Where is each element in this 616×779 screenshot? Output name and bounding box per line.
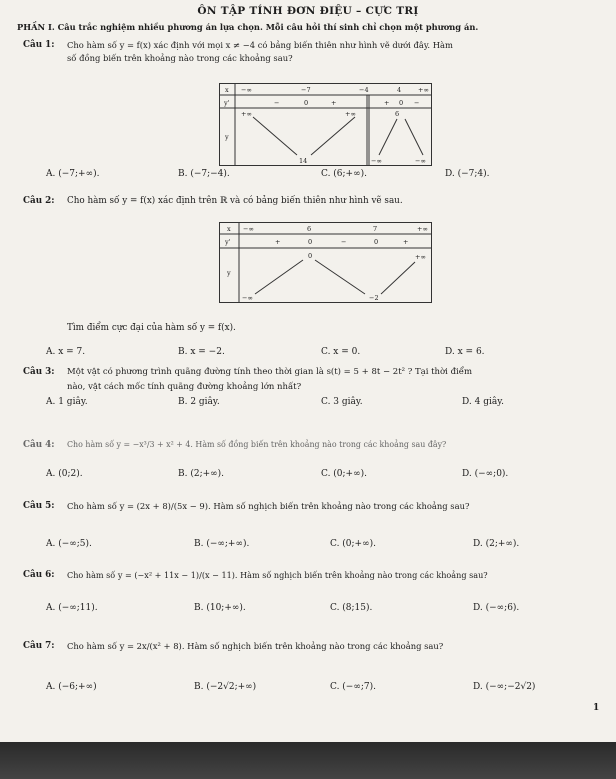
q1-yprime-label: y'	[224, 99, 230, 107]
q2-zero: 0	[374, 238, 379, 246]
q1-text: Cho hàm số y = f(x) xác định với mọi x ≠ −4 có bảng biến thiên như hình vẽ dưới đây. Hàm	[67, 40, 453, 50]
q7-option-b[interactable]: B. (−2√2;+∞)	[194, 682, 257, 692]
q1-x-tick: +∞	[418, 86, 429, 94]
q4-option-d[interactable]: D. (−∞;0).	[462, 469, 509, 479]
q2-yprime-label: y'	[225, 238, 231, 246]
q5-option-c[interactable]: C. (0;+∞).	[330, 539, 376, 549]
page-title: ÔN TẬP TÍNH ĐƠN ĐIỆU – CỰC TRỊ	[197, 5, 419, 17]
q2-y-value: −∞	[242, 294, 253, 302]
q1-arrow	[405, 119, 423, 155]
q2-text: Cho hàm số y = f(x) xác định trên ℝ và có bảng biến thiên như hình vẽ sau.	[67, 196, 403, 206]
q7-option-a[interactable]: A. (−6;+∞)	[46, 682, 97, 692]
q7-option-c[interactable]: C. (−∞;7).	[330, 682, 376, 692]
q7-option-d[interactable]: D. (−∞;−2√2)	[473, 682, 536, 692]
q2-arrow	[315, 260, 365, 294]
q1-option-d[interactable]: D. (−7;4).	[445, 169, 490, 179]
q7-text: Cho hàm số y = 2x/(x² + 8). Hàm số nghịch biến trên khoảng nào trong các khoảng sau?	[67, 641, 444, 651]
q3-option-b[interactable]: B. 2 giây.	[178, 397, 220, 407]
q4-text: Cho hàm số y = −x³/3 + x² + 4. Hàm số đồng biến trên khoảng nào trong các khoảng sau đây?	[67, 440, 447, 449]
q3-label: Câu 3:	[23, 367, 55, 377]
q2-question: Tìm điểm cực đại của hàm số y = f(x).	[67, 323, 236, 333]
q4-option-a[interactable]: A. (0;2).	[46, 469, 83, 479]
q2-variation-table	[219, 222, 433, 304]
part-heading: PHẦN I. Câu trắc nghiệm nhiều phương án lựa chọn. Mỗi câu hỏi thí sinh chỉ chọn một phương án.	[17, 22, 479, 32]
q5-option-a[interactable]: A. (−∞;5).	[46, 539, 92, 549]
q2-y-value: +∞	[415, 253, 426, 261]
q2-option-c[interactable]: C. x = 0.	[321, 347, 361, 357]
q1-y-value: 14	[299, 157, 308, 165]
q2-option-a[interactable]: A. x = 7.	[46, 347, 86, 357]
q1-zero: 0	[304, 99, 309, 107]
q1-x-tick: −∞	[241, 86, 252, 94]
q5-text: Cho hàm số y = (2x + 8)/(5x − 9). Hàm số nghịch biến trên khoảng nào trong các khoảng sau?	[67, 501, 470, 511]
q1-y-value: −∞	[415, 157, 426, 165]
q5-option-d[interactable]: D. (2;+∞).	[473, 539, 520, 549]
q2-y-value: −2	[369, 294, 379, 302]
q2-x-tick: 6	[307, 225, 312, 233]
q3-text: Một vật có phương trình quãng đường tính theo thời gian là s(t) = 5 + 8t − 2t² ? Tại thời điểm	[67, 367, 473, 377]
q1-arrow	[253, 117, 297, 155]
page-number: 1	[593, 703, 600, 713]
q1-label: Câu 1:	[23, 40, 55, 50]
q1-arrow	[311, 117, 355, 155]
q1-y-value: +∞	[241, 110, 252, 118]
q2-arrow	[255, 260, 303, 294]
q1-arrow	[379, 119, 397, 155]
q7-label: Câu 7:	[23, 641, 55, 651]
q2-x-tick: +∞	[417, 225, 428, 233]
q6-label: Câu 6:	[23, 570, 55, 580]
q6-option-b[interactable]: B. (10;+∞).	[194, 603, 246, 613]
q1-sign: −	[274, 99, 280, 107]
q1-sign: +	[384, 99, 390, 107]
q2-x-tick: 7	[373, 225, 378, 233]
q2-arrow	[381, 262, 415, 294]
q1-x-label: x	[225, 86, 229, 94]
q1-option-c[interactable]: C. (6;+∞).	[321, 169, 367, 179]
q5-option-b[interactable]: B. (−∞;+∞).	[194, 539, 250, 549]
q1-text-2: số đồng biến trên khoảng nào trong các khoảng sau?	[67, 53, 293, 63]
q2-sign: +	[403, 238, 409, 246]
q4-option-b[interactable]: B. (2;+∞).	[178, 469, 225, 479]
q3-option-d[interactable]: D. 4 giây.	[462, 397, 504, 407]
q1-y-value: +∞	[345, 110, 356, 118]
q3-option-c[interactable]: C. 3 giây.	[321, 397, 363, 407]
q2-sign: −	[341, 238, 347, 246]
q6-option-d[interactable]: D. (−∞;6).	[473, 603, 520, 613]
q1-y-value: −∞	[371, 157, 382, 165]
q1-option-a[interactable]: A. (−7;+∞).	[46, 169, 100, 179]
q1-y-value: 6	[395, 110, 400, 118]
q2-option-d[interactable]: D. x = 6.	[445, 347, 485, 357]
q2-x-tick: −∞	[243, 225, 254, 233]
q2-x-label: x	[227, 225, 231, 233]
q1-zero: 0	[399, 99, 404, 107]
q1-y-label: y	[225, 133, 229, 141]
q1-sign: −	[414, 99, 420, 107]
q2-y-label: y	[227, 269, 231, 277]
q5-label: Câu 5:	[23, 501, 55, 511]
q4-option-c[interactable]: C. (0;+∞).	[321, 469, 367, 479]
q2-sign: +	[275, 238, 281, 246]
q2-zero: 0	[308, 238, 313, 246]
q1-x-tick: −7	[301, 86, 311, 94]
q2-label: Câu 2:	[23, 196, 55, 206]
q1-x-tick: −4	[359, 86, 369, 94]
q1-variation-table	[219, 83, 433, 167]
q1-sign: +	[331, 99, 337, 107]
q3-option-a[interactable]: A. 1 giây.	[46, 397, 88, 407]
q6-option-c[interactable]: C. (8;15).	[330, 603, 373, 613]
q4-label: Câu 4:	[23, 440, 55, 450]
photo-shadow	[0, 742, 616, 779]
q6-option-a[interactable]: A. (−∞;11).	[46, 603, 98, 613]
q6-text: Cho hàm số y = (−x² + 11x − 1)/(x − 11). Hàm số nghịch biến trên khoảng nào trong các khoảng sau?	[67, 570, 488, 580]
q1-option-b[interactable]: B. (−7;−4).	[178, 169, 230, 179]
q2-option-b[interactable]: B. x = −2.	[178, 347, 225, 357]
q3-text-2: nào, vật cách mốc tính quãng đường khoảng lớn nhất?	[67, 382, 302, 392]
q1-x-tick: 4	[397, 86, 402, 94]
q2-y-value: 0	[308, 252, 313, 260]
